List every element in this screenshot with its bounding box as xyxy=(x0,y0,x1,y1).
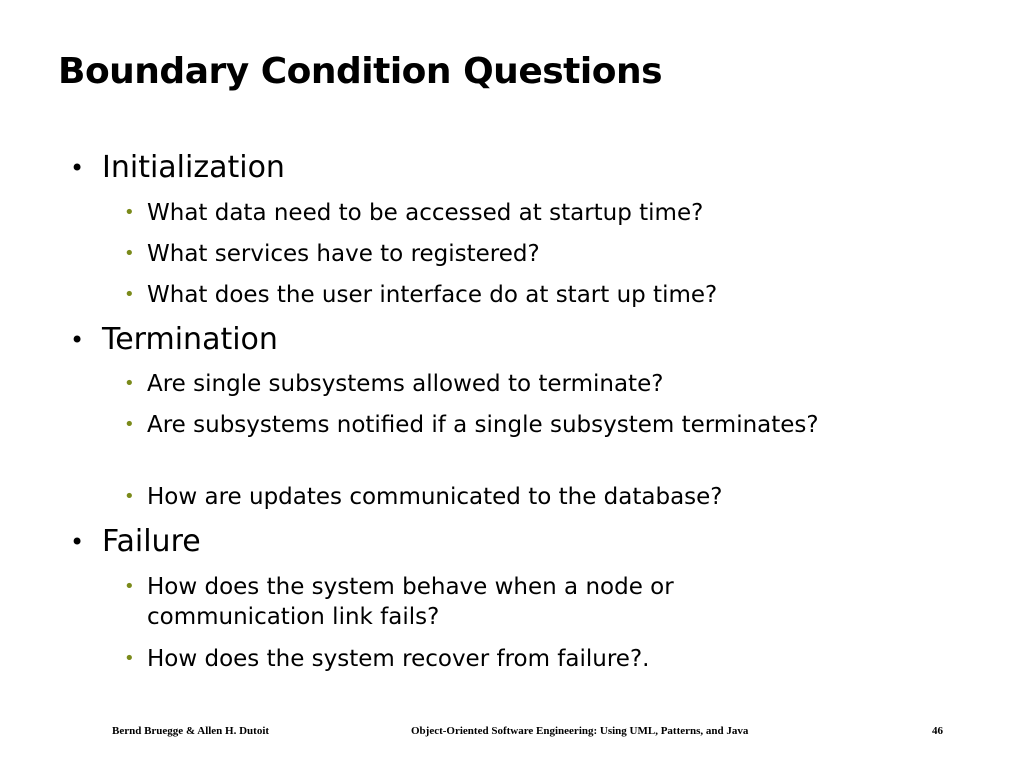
sub-bullet-icon: • xyxy=(124,414,135,435)
slide-title: Boundary Condition Questions xyxy=(58,51,662,92)
list-item-text: How are updates communicated to the database? xyxy=(147,484,723,510)
sub-bullet-icon: • xyxy=(124,486,135,507)
sub-bullet-icon: • xyxy=(124,202,135,223)
list-item-text: What data need to be accessed at startup time? xyxy=(147,200,704,226)
footer-book-title: Object-Oriented Software Engineering: Using UML, Patterns, and Java xyxy=(411,725,749,737)
sub-bullet-icon: • xyxy=(124,576,135,597)
section-heading: Initialization xyxy=(102,150,285,185)
footer-authors: Bernd Bruegge & Allen H. Dutoit xyxy=(112,725,270,737)
sub-bullet-icon: • xyxy=(124,648,135,669)
page-number: 46 xyxy=(932,725,943,737)
list-item-text: What does the user interface do at start up time? xyxy=(147,282,718,308)
slide-footer xyxy=(0,724,1024,740)
sub-bullet-icon: • xyxy=(124,243,135,264)
list-item-text: How does the system behave when a node or communication link fails? xyxy=(147,574,674,630)
section-heading: Failure xyxy=(102,524,201,559)
sub-bullet-icon: • xyxy=(124,373,135,394)
sub-bullet-icon: • xyxy=(124,284,135,305)
bullet-icon: • xyxy=(70,154,85,182)
list-item-text: Are single subsystems allowed to terminate? xyxy=(147,371,664,397)
bullet-icon: • xyxy=(70,528,85,556)
list-item-text: Are subsystems notified if a single subsystem terminates? xyxy=(147,412,819,438)
list-item-text: What services have to registered? xyxy=(147,241,540,267)
section-heading: Termination xyxy=(102,322,278,357)
list-item-text: How does the system recover from failure?. xyxy=(147,646,650,672)
bullet-icon: • xyxy=(70,326,85,354)
